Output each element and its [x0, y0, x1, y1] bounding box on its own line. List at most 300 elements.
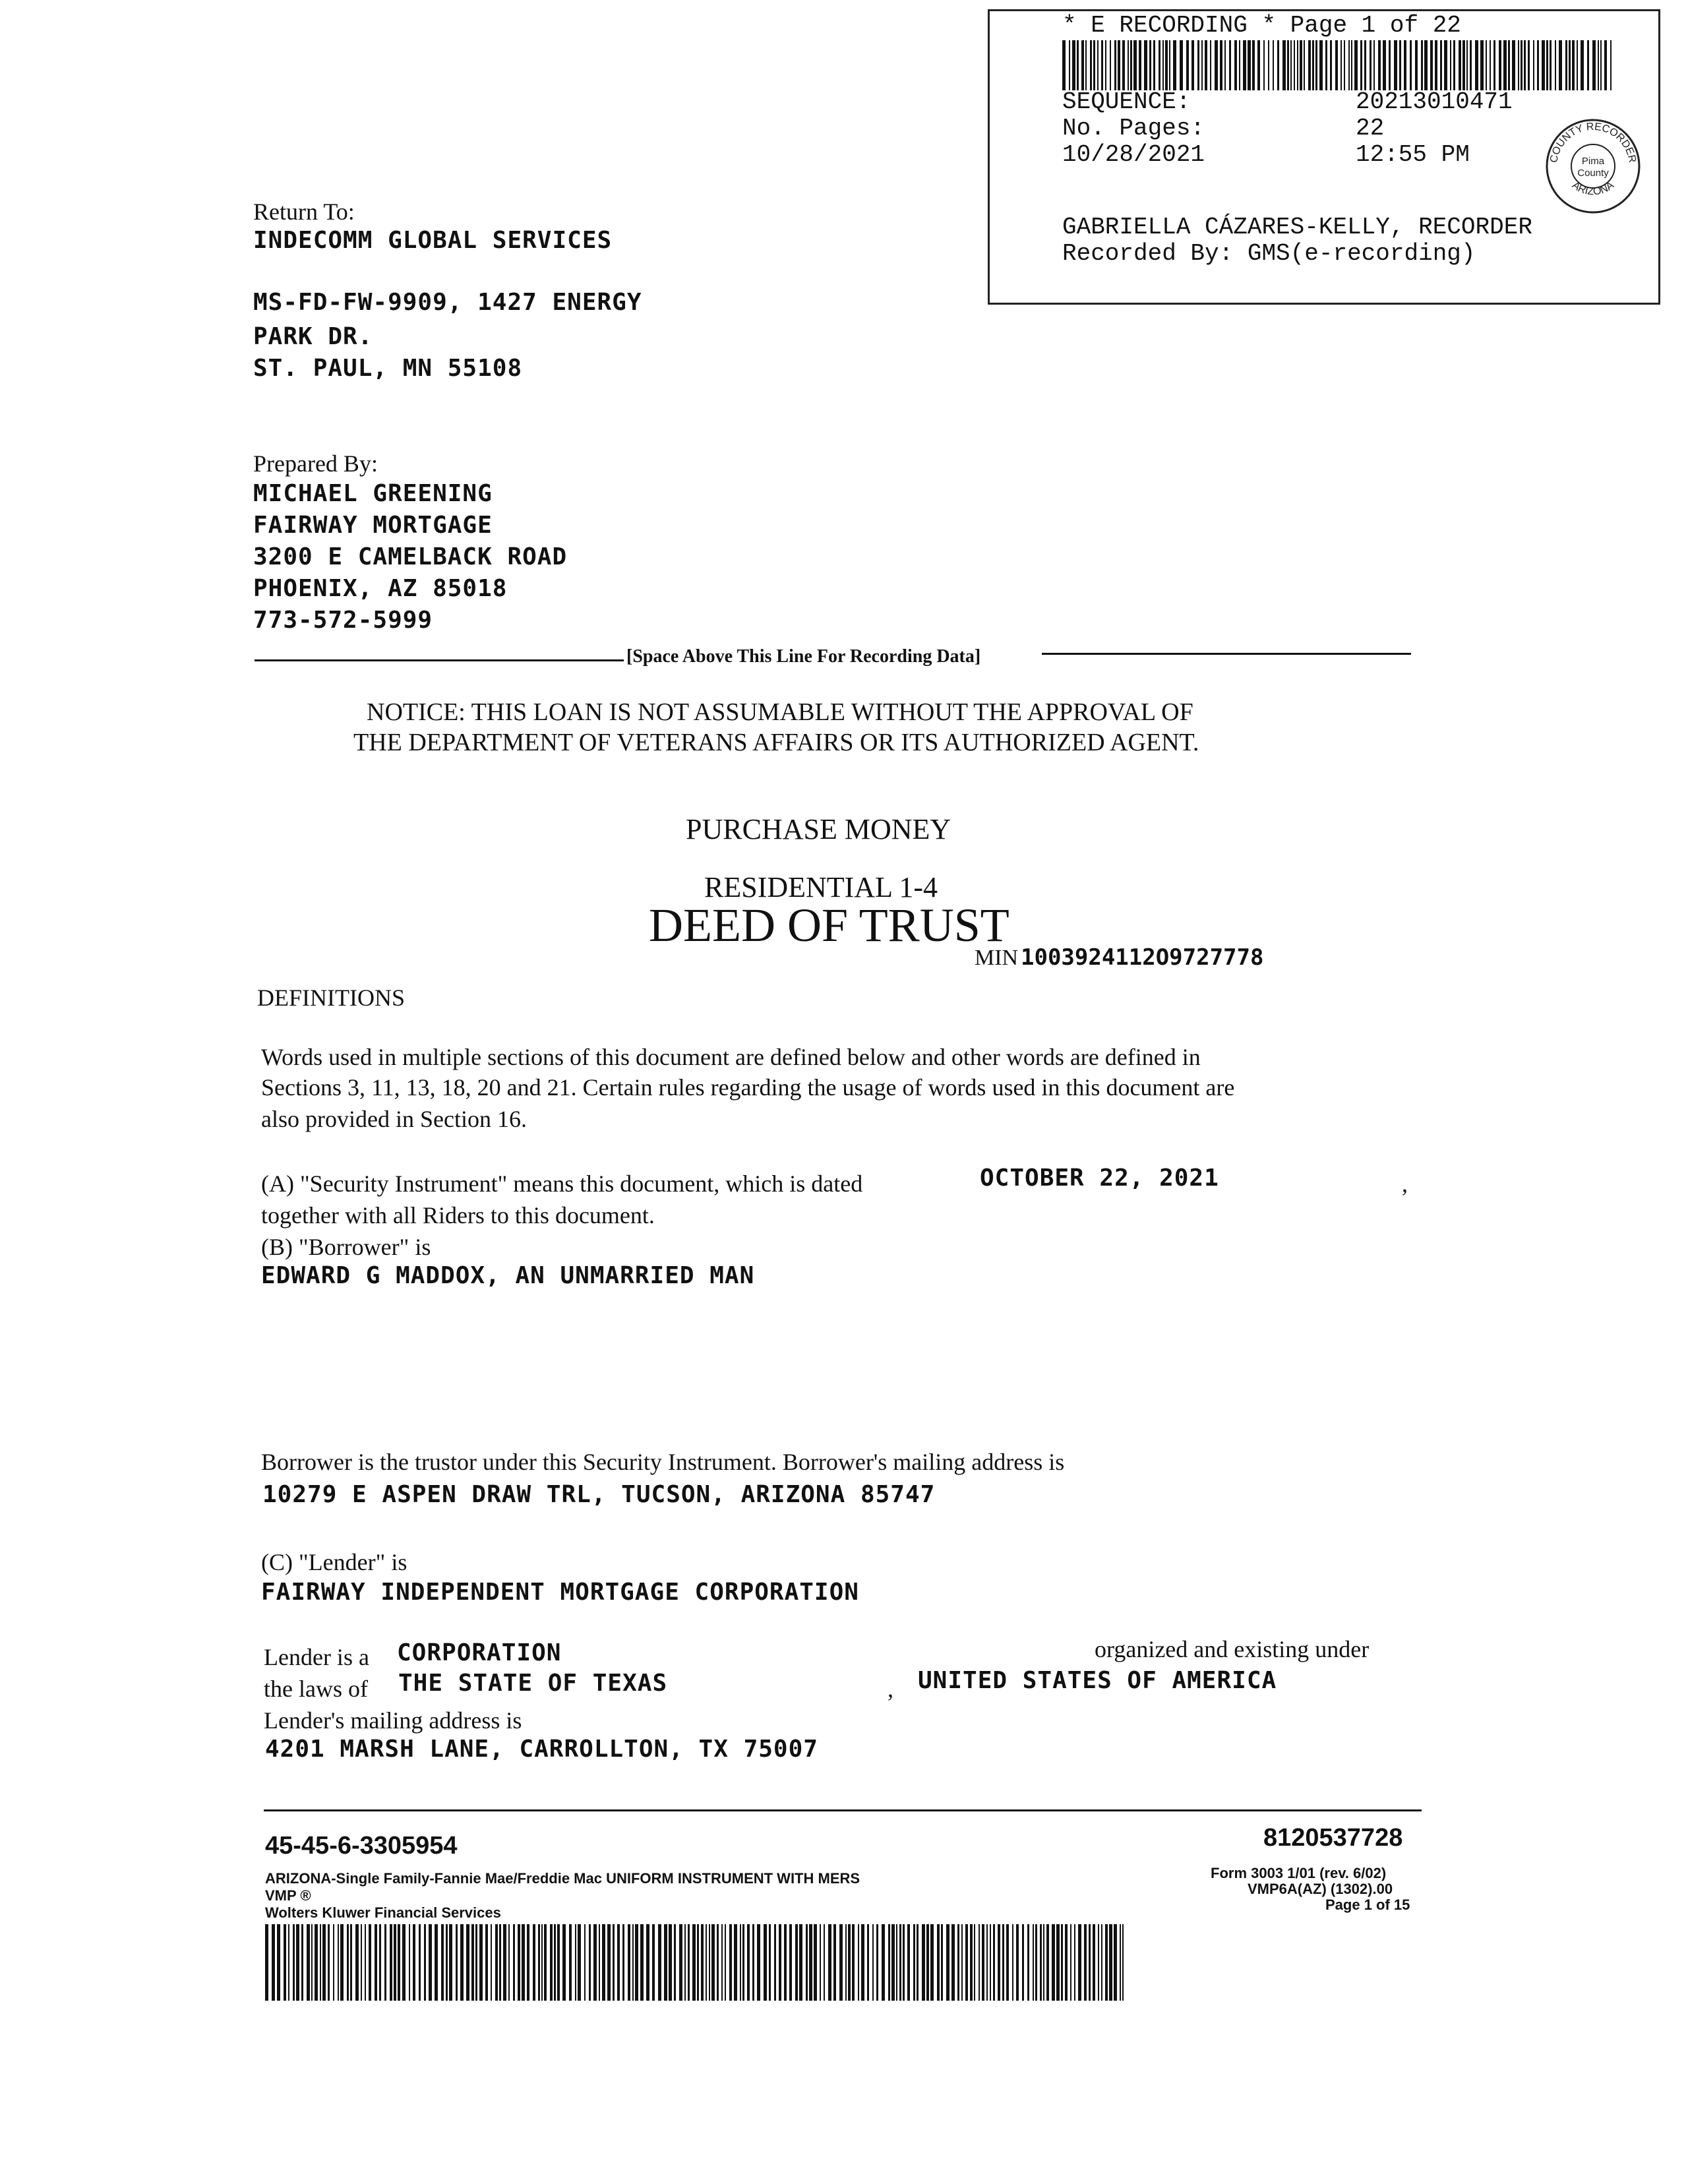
barcode-bar — [1315, 40, 1317, 90]
barcode-bar — [361, 1924, 362, 2001]
barcode-bar — [1344, 40, 1345, 90]
barcode-bar — [1085, 40, 1087, 90]
barcode-bar — [970, 1924, 973, 2001]
barcode-bar — [998, 1924, 1000, 2001]
barcode-bar — [635, 1924, 638, 2001]
barcode-bar — [1555, 40, 1556, 90]
barcode-bar — [538, 1924, 540, 2001]
barcode-bar — [799, 1924, 802, 2001]
barcode-bar — [1518, 40, 1519, 90]
barcode-bar — [679, 1924, 682, 2001]
barcode-bar — [384, 1924, 386, 2001]
barcode-bar — [674, 1924, 676, 2001]
barcode-bar — [1081, 40, 1084, 90]
barcode-bar — [402, 1924, 406, 2001]
barcode-bar — [795, 1924, 798, 2001]
barcode-bar — [917, 1924, 919, 2001]
barcode-bar — [1110, 40, 1111, 90]
barcode-bar — [333, 1924, 334, 2001]
barcode-bar — [1002, 1924, 1004, 2001]
barcode-bar — [350, 1924, 352, 2001]
barcode-bar — [1165, 40, 1168, 90]
barcode-bar — [503, 1924, 506, 2001]
prepared-by-city: PHOENIX, AZ 85018 — [253, 575, 508, 602]
barcode-bar — [607, 1924, 611, 2001]
barcode-bar — [646, 1924, 649, 2001]
barcode-bar — [1093, 1924, 1095, 2001]
barcode-bar — [1109, 1924, 1112, 2001]
barcode-bar — [375, 1924, 377, 2001]
loan-number: 45-45-6-3305954 — [265, 1832, 458, 1860]
barcode-bar — [602, 1924, 605, 2001]
barcode-bar — [1069, 40, 1070, 90]
barcode-bar — [301, 1924, 303, 2001]
barcode-bar — [888, 1924, 890, 2001]
barcode-bar — [907, 1924, 910, 2001]
barcode-bar — [697, 1924, 699, 2001]
definitions-heading: DEFINITIONS — [257, 985, 405, 1011]
barcode-bar — [340, 1924, 344, 2001]
return-to-line2: PARK DR. — [253, 323, 373, 350]
barcode-bar — [1370, 40, 1372, 90]
barcode-bar — [315, 1924, 318, 2001]
barcode-bar — [435, 1924, 438, 2001]
barcode-bar — [617, 1924, 620, 2001]
barcode-bar — [1444, 40, 1447, 90]
barcode-bar — [965, 1924, 968, 2001]
barcode-bar — [1191, 40, 1194, 90]
seal-bottom-text: ARIZONA — [1570, 179, 1616, 198]
seal-top-text: COUNTY RECORDER — [1548, 121, 1638, 164]
page-indicator: Page 1 of 15 — [1325, 1896, 1410, 1913]
barcode-bar — [1524, 40, 1526, 90]
lender-state: THE STATE OF TEXAS — [398, 1670, 668, 1697]
barcode-bar — [584, 1924, 586, 2001]
space-above-label: [Space Above This Line For Recording Data] — [626, 646, 981, 667]
barcode-bar — [848, 1924, 851, 2001]
barcode-bar — [1114, 1924, 1117, 2001]
barcode-bar — [513, 1924, 515, 2001]
barcode-bar — [1308, 40, 1311, 90]
barcode-bar — [1499, 40, 1501, 90]
barcode-bar — [508, 1924, 510, 2001]
lender-value: FAIRWAY INDEPENDENT MORTGAGE CORPORATION — [261, 1579, 859, 1606]
barcode-bar — [1424, 40, 1428, 90]
barcode-bar — [1046, 1924, 1049, 2001]
recording-barcode — [1062, 40, 1616, 93]
barcode-bar — [1089, 1924, 1091, 2001]
barcode-bar — [479, 1924, 483, 2001]
footer-barcode — [265, 1924, 1129, 2001]
barcode-bar — [1577, 40, 1578, 90]
barcode-bar — [1173, 40, 1176, 90]
barcode-bar — [593, 1924, 597, 2001]
barcode-bar — [709, 1924, 710, 2001]
title-purchase-money: PURCHASE MONEY — [686, 813, 951, 845]
barcode-bar — [740, 1924, 741, 2001]
prepared-by-phone: 773-572-5999 — [253, 607, 433, 634]
barcode-bar — [456, 1924, 458, 2001]
barcode-bar — [1470, 40, 1472, 90]
title-residential: RESIDENTIAL 1-4 — [704, 871, 938, 903]
barcode-bar — [974, 1924, 975, 2001]
barcode-bar — [784, 1924, 787, 2001]
barcode-bar — [466, 1924, 469, 2001]
barcode-bar — [379, 1924, 381, 2001]
barcode-bar — [533, 1924, 535, 2001]
barcode-bar — [293, 1924, 295, 2001]
barcode-bar — [1012, 1924, 1013, 2001]
barcode-bar — [961, 1924, 963, 2001]
barcode-bar — [734, 1924, 737, 2001]
barcode-bar — [820, 1924, 821, 2001]
barcode-bar — [1162, 40, 1164, 90]
barcode-bar — [774, 1924, 776, 2001]
barcode-bar — [1139, 40, 1141, 90]
barcode-bar — [550, 1924, 553, 2001]
recording-time: 12:55 PM — [1356, 141, 1470, 168]
document-number: 8120537728 — [1263, 1824, 1403, 1852]
barcode-bar — [518, 1924, 520, 2001]
recording-divider-right — [1042, 653, 1411, 655]
barcode-bar — [471, 1924, 474, 2001]
barcode-bar — [872, 1924, 874, 2001]
lender-country: UNITED STATES OF AMERICA — [918, 1667, 1277, 1694]
barcode-bar — [684, 1924, 686, 2001]
barcode-bar — [1294, 40, 1295, 90]
definition-a-text2: together with all Riders to this document. — [261, 1202, 655, 1228]
barcode-bar — [1450, 40, 1451, 90]
barcode-bar — [1378, 40, 1381, 90]
barcode-bar — [1537, 40, 1539, 90]
barcode-bar — [1546, 40, 1548, 90]
barcode-bar — [779, 1924, 781, 2001]
barcode-bar — [828, 1924, 831, 2001]
definition-a-comma: , — [1402, 1170, 1408, 1197]
barcode-bar — [1521, 40, 1522, 90]
barcode-bar — [809, 1924, 812, 2001]
barcode-bar — [1480, 40, 1484, 90]
barcode-bar — [541, 1924, 543, 2001]
barcode-bar — [1383, 40, 1386, 90]
barcode-bar — [951, 1924, 955, 2001]
barcode-bar — [1550, 40, 1552, 90]
barcode-bar — [613, 1924, 615, 2001]
barcode-bar — [622, 1924, 624, 2001]
barcode-bar — [721, 1924, 723, 2001]
barcode-bar — [1287, 40, 1289, 90]
barcode-bar — [1587, 40, 1589, 90]
barcode-bar — [1399, 40, 1401, 90]
barcode-bar — [1459, 40, 1461, 90]
barcode-bar — [1493, 40, 1495, 90]
barcode-bar — [913, 1924, 915, 2001]
barcode-bar — [1604, 40, 1607, 90]
barcode-bar — [1453, 40, 1455, 90]
barcode-bar — [896, 1924, 897, 2001]
barcode-bar — [669, 1924, 672, 2001]
barcode-bar — [1033, 1924, 1034, 2001]
barcode-bar — [824, 1924, 825, 2001]
barcode-bar — [852, 1924, 855, 2001]
borrower-value: EDWARD G MADDOX, AN UNMARRIED MAN — [261, 1262, 755, 1289]
barcode-bar — [1065, 1924, 1068, 2001]
barcode-bar — [1239, 40, 1240, 90]
return-to-line1: MS-FD-FW-9909, 1427 ENERGY — [253, 289, 642, 316]
return-to-name: INDECOMM GLOBAL SERVICES — [253, 227, 613, 254]
barcode-bar — [1257, 40, 1260, 90]
laws-of-text: the laws of — [264, 1676, 368, 1702]
barcode-bar — [628, 1924, 630, 2001]
barcode-bar — [1569, 40, 1571, 90]
barcode-bar — [1078, 1924, 1081, 2001]
barcode-bar — [1022, 1924, 1024, 2001]
barcode-bar — [1559, 40, 1562, 90]
barcode-bar — [706, 1924, 707, 2001]
barcode-bar — [1263, 40, 1265, 90]
barcode-bar — [922, 1924, 925, 2001]
barcode-bar — [717, 1924, 719, 2001]
barcode-bar — [1440, 40, 1442, 90]
min-label: MIN — [975, 946, 1019, 970]
barcode-bar — [1282, 40, 1286, 90]
barcode-bar — [424, 1924, 426, 2001]
barcode-bar — [527, 1924, 529, 2001]
barcode-bar — [725, 1924, 726, 2001]
barcode-bar — [1201, 40, 1203, 90]
barcode-bar — [1528, 40, 1530, 90]
barcode-bar — [1224, 40, 1226, 90]
barcode-bar — [578, 1924, 581, 2001]
barcode-bar — [882, 1924, 885, 2001]
barcode-bar — [1341, 40, 1342, 90]
barcode-bar — [1128, 40, 1129, 90]
barcode-bar — [806, 1924, 808, 2001]
barcode-bar — [1410, 40, 1412, 90]
definition-c-text: (C) "Lender" is — [261, 1549, 407, 1575]
barcode-bar — [1335, 40, 1338, 90]
barcode-bar — [1404, 40, 1406, 90]
barcode-bar — [903, 1924, 905, 2001]
barcode-bar — [937, 1924, 940, 2001]
barcode-bar — [1105, 40, 1106, 90]
seal-center-1: Pima — [1581, 156, 1605, 167]
barcode-bar — [1533, 40, 1534, 90]
barcode-bar — [1040, 1924, 1042, 2001]
barcode-bar — [1490, 40, 1491, 90]
barcode-bar — [1354, 40, 1358, 90]
barcode-bar — [1120, 1924, 1121, 2001]
barcode-bar — [441, 1924, 444, 2001]
barcode-bar — [1462, 40, 1465, 90]
barcode-bar — [979, 1924, 980, 2001]
barcode-bar — [652, 1924, 655, 2001]
barcode-bar — [688, 1924, 690, 2001]
barcode-bar — [640, 1924, 644, 2001]
barcode-bar — [338, 1924, 339, 2001]
barcode-bar — [789, 1924, 792, 2001]
lender-is-a-text: Lender is a — [264, 1644, 369, 1670]
barcode-bar — [1215, 40, 1218, 90]
definition-a-text: (A) "Security Instrument" means this document, which is dated — [261, 1170, 863, 1197]
barcode-bar — [993, 1924, 995, 2001]
barcode-bar — [1542, 40, 1545, 90]
barcode-bar — [1229, 40, 1231, 90]
return-to-label: Return To: — [253, 198, 355, 225]
barcode-bar — [867, 1924, 869, 2001]
barcode-bar — [1105, 1924, 1108, 2001]
barcode-bar — [277, 1924, 280, 2001]
barcode-bar — [876, 1924, 878, 2001]
barcode-bar — [1273, 40, 1274, 90]
barcode-bar — [1074, 1924, 1075, 2001]
barcode-bar — [1421, 40, 1423, 90]
barcode-bar — [1122, 1924, 1124, 2001]
barcode-bar — [1210, 40, 1211, 90]
form-line-2: VMP ® — [265, 1887, 311, 1904]
notice-line1: NOTICE: THIS LOAN IS NOT ASSUMABLE WITHOUT THE APPROVAL OF — [367, 698, 1193, 726]
barcode-bar — [554, 1924, 556, 2001]
barcode-bar — [1061, 1924, 1063, 2001]
barcode-bar — [1043, 1924, 1044, 2001]
barcode-bar — [1101, 1924, 1102, 2001]
prepared-by-company: FAIRWAY MORTGAGE — [253, 512, 493, 539]
barcode-bar — [845, 1924, 847, 2001]
barcode-bar — [1114, 40, 1116, 90]
barcode-bar — [957, 1924, 959, 2001]
barcode-bar — [365, 1924, 366, 2001]
barcode-bar — [1512, 40, 1515, 90]
barcode-bar — [1220, 40, 1222, 90]
barcode-bar — [409, 1924, 410, 2001]
barcode-bar — [311, 1924, 313, 2001]
lender-mailing-address: 4201 MARSH LANE, CARROLLTON, TX 75007 — [265, 1736, 818, 1763]
barcode-bar — [288, 1924, 289, 2001]
barcode-bar — [1101, 40, 1103, 90]
barcode-bar — [1572, 40, 1575, 90]
recording-date: 10/28/2021 — [1062, 141, 1205, 168]
barcode-bar — [322, 1924, 326, 2001]
barcode-bar — [1312, 40, 1314, 90]
barcode-bar — [429, 1924, 432, 2001]
barcode-bar — [1243, 40, 1246, 90]
borrower-trustor-text: Borrower is the trustor under this Security Instrument. Borrower's mailing address is — [261, 1449, 1065, 1475]
definitions-intro-2: Sections 3, 11, 13, 18, 20 and 21. Certain rules regarding the usage of words used in this document are — [261, 1074, 1235, 1101]
barcode-bar — [1475, 40, 1478, 90]
lender-type: CORPORATION — [397, 1639, 562, 1666]
barcode-bar — [1598, 40, 1599, 90]
prepared-by-name: MICHAEL GREENING — [253, 480, 493, 507]
laws-comma: , — [888, 1676, 893, 1702]
borrower-address: 10279 E ASPEN DRAW TRL, TUCSON, ARIZONA 85747 — [262, 1481, 936, 1508]
barcode-bar — [1035, 1924, 1037, 2001]
seal-center-2: County — [1577, 167, 1609, 179]
barcode-bar — [460, 1924, 464, 2001]
barcode-bar — [769, 1924, 771, 2001]
barcode-bar — [485, 1924, 488, 2001]
prepared-by-street: 3200 E CAMELBACK ROAD — [253, 543, 568, 570]
min-value: 1003924112O9727778 — [1021, 944, 1264, 971]
barcode-bar — [692, 1924, 696, 2001]
barcode-bar — [446, 1924, 448, 2001]
barcode-bar — [946, 1924, 950, 2001]
barcode-bar — [1364, 40, 1366, 90]
barcode-bar — [742, 1924, 744, 2001]
barcode-bar — [1592, 40, 1596, 90]
barcode-bar — [1077, 40, 1079, 90]
barcode-bar — [1600, 40, 1602, 90]
barcode-bar — [814, 1924, 817, 2001]
barcode-bar — [1084, 1924, 1087, 2001]
barcode-bar — [265, 1924, 268, 2001]
pages-value: 22 — [1356, 115, 1385, 142]
barcode-bar — [599, 1924, 600, 2001]
barcode-bar — [757, 1924, 760, 2001]
barcode-bar — [1325, 40, 1327, 90]
barcode-bar — [899, 1924, 901, 2001]
sequence-label: SEQUENCE: — [1062, 88, 1191, 115]
barcode-bar — [1277, 40, 1279, 90]
barcode-bar — [1348, 40, 1350, 90]
barcode-bar — [891, 1924, 895, 2001]
barcode-bar — [1300, 40, 1302, 90]
barcode-bar — [1070, 1924, 1071, 2001]
barcode-bar — [1430, 40, 1433, 90]
pages-label: No. Pages: — [1062, 115, 1205, 142]
form-line-1: ARIZONA-Single Family-Fannie Mae/Freddie Mac UNIFORM INSTRUMENT WITH MERS — [265, 1870, 860, 1887]
barcode-bar — [1149, 40, 1151, 90]
barcode-bar — [1373, 40, 1375, 90]
return-to-line3: ST. PAUL, MN 55108 — [253, 355, 523, 382]
barcode-bar — [861, 1924, 864, 2001]
barcode-bar — [328, 1924, 330, 2001]
lender-mailing-label: Lender's mailing address is — [264, 1707, 522, 1734]
barcode-bar — [1466, 40, 1468, 90]
organized-text: organized and existing under — [1095, 1636, 1370, 1662]
barcode-bar — [1297, 40, 1298, 90]
barcode-bar — [1052, 1924, 1055, 2001]
barcode-bar — [986, 1924, 988, 2001]
barcode-bar — [664, 1924, 667, 2001]
barcode-bar — [296, 1924, 299, 2001]
barcode-bar — [1122, 40, 1125, 90]
barcode-bar — [320, 1924, 321, 2001]
footer-rule — [264, 1809, 1422, 1811]
barcode-bar — [833, 1924, 836, 2001]
barcode-bar — [1394, 40, 1397, 90]
barcode-bar — [926, 1924, 929, 2001]
barcode-bar — [1290, 40, 1292, 90]
barcode-bar — [1159, 40, 1160, 90]
svg-text:ARIZONA — [1570, 179, 1616, 197]
barcode-bar — [1234, 40, 1237, 90]
definition-b-text: (B) "Borrower" is — [261, 1234, 431, 1260]
barcode-bar — [1486, 40, 1487, 90]
barcode-bar — [658, 1924, 661, 2001]
barcode-bar — [764, 1924, 767, 2001]
barcode-bar — [1268, 40, 1269, 90]
notice-line2: THE DEPARTMENT OF VETERANS AFFAIRS OR ITS AUTHORIZED AGENT. — [353, 729, 1199, 756]
barcode-bar — [475, 1924, 477, 2001]
barcode-bar — [1186, 40, 1189, 90]
barcode-bar — [1056, 1924, 1060, 2001]
barcode-bar — [1072, 40, 1075, 90]
barcode-bar — [1610, 40, 1612, 90]
barcode-bar — [752, 1924, 754, 2001]
recorder-name: GABRIELLA CÁZARES-KELLY, RECORDER — [1062, 214, 1532, 241]
barcode-bar — [930, 1924, 934, 2001]
barcode-bar — [1581, 40, 1584, 90]
